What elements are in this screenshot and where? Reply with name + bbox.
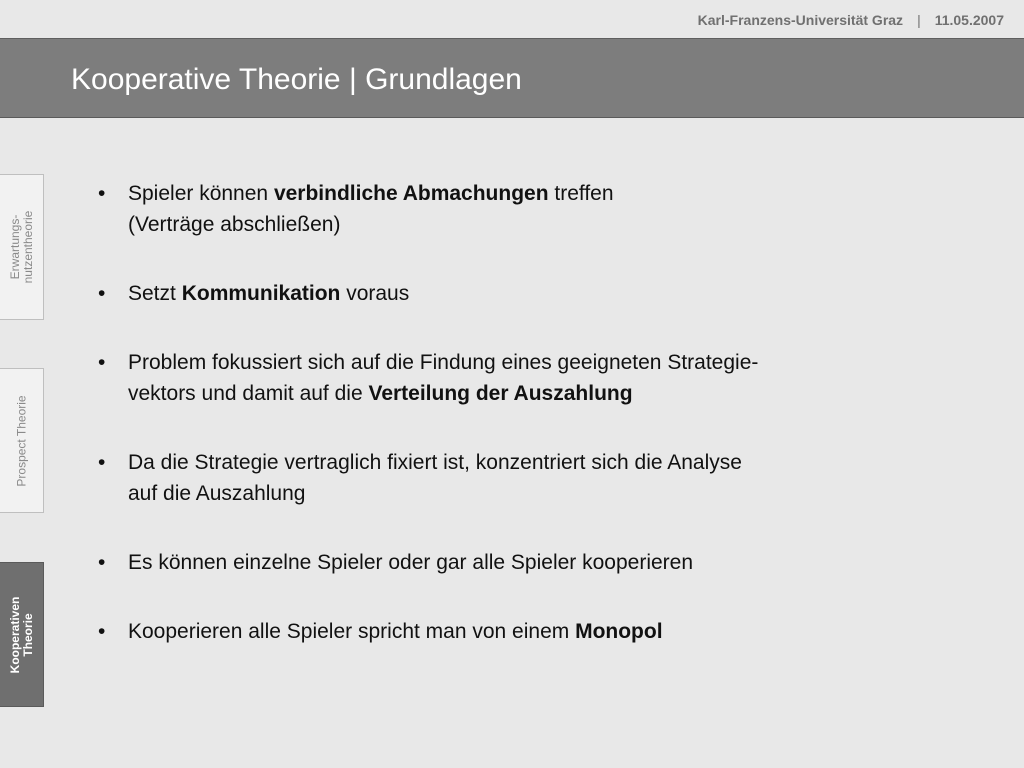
sidebar-tab-kooperativen-theorie[interactable]	[0, 562, 44, 707]
bullet-dot: •	[98, 182, 106, 205]
bullet-dot: •	[98, 551, 106, 574]
bullet-dot: •	[98, 620, 106, 643]
list-item	[98, 347, 908, 409]
presentation-date: 11.05.2007	[934, 12, 1004, 28]
header-text	[698, 12, 1004, 28]
sidebar-tab-label-line1: Kooperativen	[7, 596, 22, 673]
bullet-dot: •	[98, 451, 106, 474]
list-item	[98, 178, 908, 240]
bullet-text: Setzt	[128, 282, 182, 305]
bullet-text: Problem fokussiert sich auf die Findung eines geeigneten Strategie-	[128, 351, 759, 374]
sidebar-tab-erwartungsnutzentheorie[interactable]	[0, 174, 44, 320]
bullet-text: Kooperieren alle Spieler spricht man von einem	[128, 620, 576, 643]
bullet-bold-text: Kommunikation	[181, 282, 341, 305]
sidebar-tab-prospect-theorie[interactable]	[0, 368, 44, 513]
bullet-text: Spieler können	[128, 182, 274, 205]
sidebar-tab-label	[9, 596, 35, 673]
list-item	[98, 278, 908, 309]
sidebar-tab-label-line2: nutzentheorie	[20, 210, 35, 284]
bullet-list	[98, 178, 908, 685]
bullet-text: auf die Auszahlung	[128, 482, 306, 505]
bullet-dot: •	[98, 351, 106, 374]
slide-title: Kooperative Theorie | Grundlagen	[71, 63, 522, 96]
header-bar	[0, 0, 1024, 39]
bullet-text: Es können einzelne Spieler oder gar alle Spieler kooperieren	[128, 551, 694, 574]
bullet-dot: •	[98, 282, 106, 305]
bullet-text: vektors und damit auf die	[128, 382, 369, 405]
bullet-text: Da die Strategie vertraglich fixiert ist, konzentriert sich die Analyse	[128, 451, 742, 474]
bullet-text: voraus	[340, 282, 410, 305]
bullet-text: treffen	[548, 182, 614, 205]
sidebar-tab-label	[9, 211, 35, 284]
title-bar	[0, 38, 1024, 118]
university-name: Karl-Franzens-Universität Graz	[697, 12, 904, 28]
sidebar-tab-label-line1: Erwartungs-	[7, 214, 22, 280]
list-item	[98, 616, 908, 647]
bullet-bold-text: Monopol	[575, 620, 663, 643]
bullet-text: (Verträge abschließen)	[128, 213, 341, 236]
bullet-bold-text: Verteilung der Auszahlung	[368, 382, 633, 405]
sidebar-tab-label	[15, 395, 28, 486]
bullet-bold-text: verbindliche Abmachungen	[273, 182, 549, 205]
header-separator: |	[917, 12, 921, 28]
list-item	[98, 547, 908, 578]
list-item	[98, 447, 908, 509]
sidebar-tab-label-line2: Theorie	[20, 612, 35, 657]
sidebar-tab-label-line1: Prospect Theorie	[14, 394, 28, 487]
